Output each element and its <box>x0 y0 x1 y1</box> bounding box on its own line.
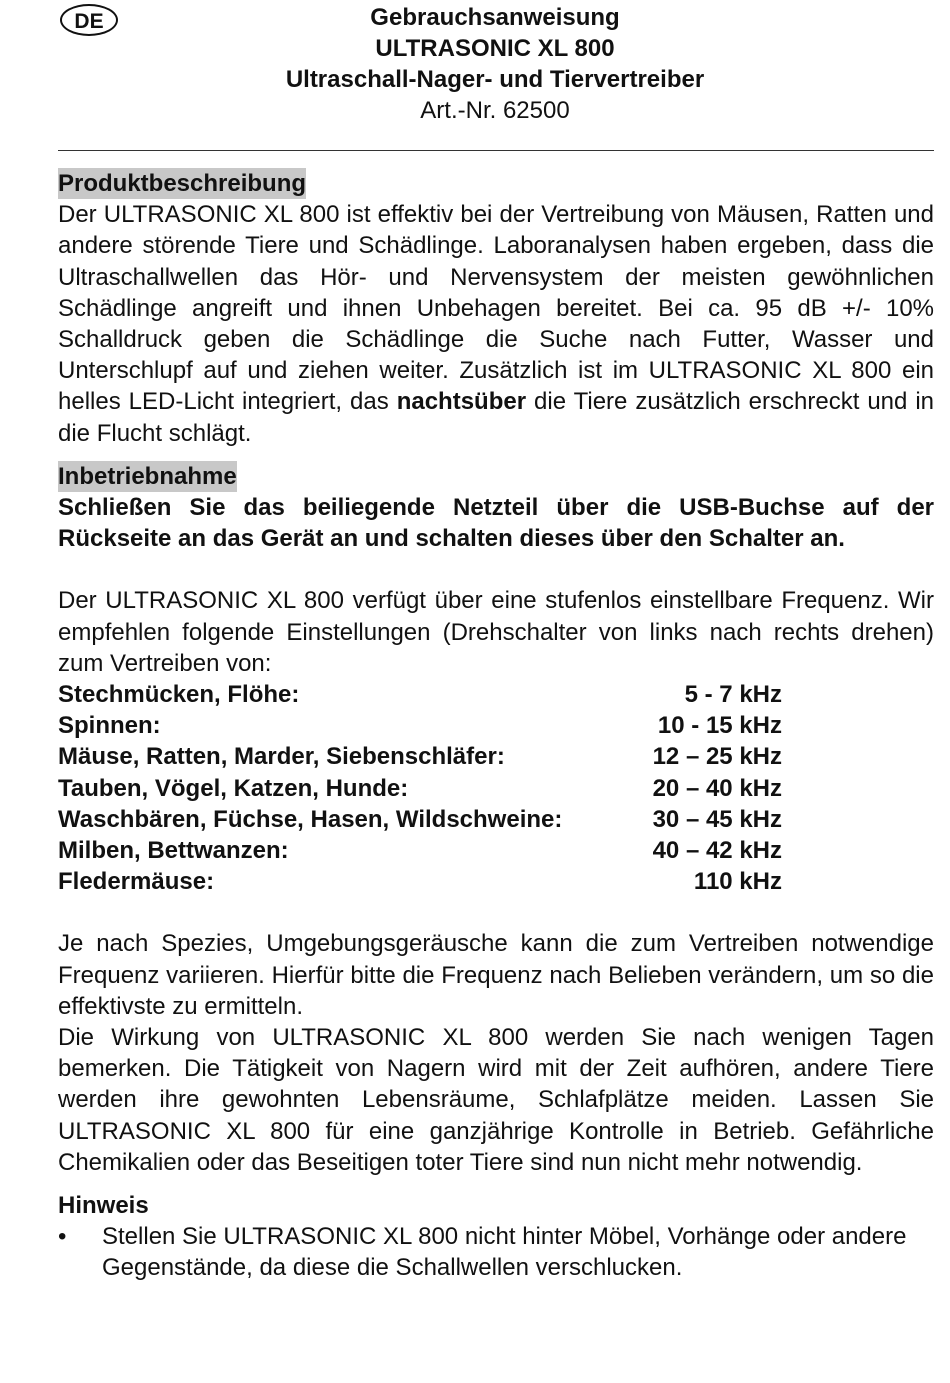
section-heading-hinweis: Hinweis <box>58 1191 149 1219</box>
effect-paragraph: Die Wirkung von ULTRASONIC XL 800 werden Sie nach wenigen Tagen bemerken. Die Tätigkeit von Nagern wird mit der Zeit aufhören, andere Tiere werden ihre gewohnten Lebensräume, Schlafplätze meiden. Lassen Sie ULTRASONIC XL 800 für eine ganzjährige Kontrolle in Betrieb. Gefährliche Chemikalien oder das Beseitigen toter Tiere sind nun nicht mehr notwendig. <box>58 1023 934 1176</box>
document-header <box>0 2 950 126</box>
frequency-row <box>58 804 934 835</box>
frequency-animal-label: Waschbären, Füchse, Hasen, Wildschweine: <box>58 805 563 833</box>
product-description-paragraph <box>58 199 934 449</box>
frequency-value: 12 – 25 kHz <box>652 743 782 771</box>
frequency-row <box>58 679 934 710</box>
frequency-animal-label: Spinnen: <box>58 712 161 740</box>
section-hinweis <box>58 1190 934 1284</box>
frequency-animal-label: Stechmücken, Flöhe: <box>58 681 300 709</box>
frequency-value: 10 - 15 kHz <box>657 712 782 740</box>
document-body <box>58 168 934 1284</box>
frequency-animal-label: Milben, Bettwanzen: <box>58 836 289 864</box>
section-produktbeschreibung <box>58 168 934 449</box>
setup-instruction: Schließen Sie das beiliegende Netzteil über die USB-Buchse auf der Rückseite an das Gerät an und schalten dieses über den Schalter an. <box>58 494 934 553</box>
description-text-end: die Tiere zusätzlich erschreckt und in die Flucht schlägt. <box>58 388 935 447</box>
section-heading-inbetriebnahme: Inbetriebnahme <box>58 461 237 492</box>
frequency-row <box>58 835 934 866</box>
section-heading-produktbeschreibung: Produktbeschreibung <box>58 168 306 199</box>
frequency-row <box>58 741 934 772</box>
frequency-value: 20 – 40 kHz <box>652 774 782 802</box>
frequency-value: 110 kHz <box>693 868 782 896</box>
header-title: Gebrauchsanweisung <box>370 4 620 31</box>
header-divider <box>58 150 934 151</box>
description-bold-word: nachtsüber <box>396 388 527 416</box>
list-item-text: Stellen Sie ULTRASONIC XL 800 nicht hinter Möbel, Vorhänge oder andere Gegenstände, da diese die Schallwellen verschlucken. <box>102 1223 907 1282</box>
frequency-value: 5 - 7 kHz <box>684 681 782 709</box>
frequency-row <box>58 866 934 897</box>
frequency-animal-label: Fledermäuse: <box>58 868 215 896</box>
frequency-intro-paragraph: Der ULTRASONIC XL 800 verfügt über eine stufenlos einstellbare Frequenz. Wir empfehlen folgende Einstellungen (Drehschalter von links nach rechts drehen) zum Vertreiben von: <box>58 587 934 677</box>
header-article-number: Art.-Nr. 62500 <box>420 97 570 124</box>
frequency-animal-label: Mäuse, Ratten, Marder, Siebenschläfer: <box>58 743 505 771</box>
bullet-icon: • <box>58 1223 67 1251</box>
section-inbetriebnahme <box>58 461 934 1178</box>
frequency-animal-label: Tauben, Vögel, Katzen, Hunde: <box>58 774 409 802</box>
frequency-table <box>58 679 934 897</box>
frequency-row <box>58 773 934 804</box>
header-subtitle: Ultraschall-Nager- und Tiervertreiber <box>285 66 705 93</box>
frequency-value: 40 – 42 kHz <box>652 836 782 864</box>
frequency-value: 30 – 45 kHz <box>652 805 782 833</box>
description-text-start: Der ULTRASONIC XL 800 ist effektiv bei der Vertreibung von Mäusen, Ratten und andere störende Tiere und Schädlinge. Laboranalysen haben ergeben, dass die Ultraschallwellen das Hör- und Nervensystem der meisten gewöhnlichen Schädlinge angreift und ihnen Unbehagen bereitet. Bei ca. 95 dB +/- 10% Schalldruck geben die Schädlinge die Suche nach Futter, Wasser und Unterschlupf auf und ziehen weiter. Zusätzlich ist im ULTRASONIC XL 800 ein helles LED-Licht integriert, das <box>58 201 934 416</box>
list-item <box>58 1221 934 1283</box>
header-product-name: ULTRASONIC XL 800 <box>375 35 615 62</box>
language-badge: DE <box>60 4 118 36</box>
frequency-row <box>58 710 934 741</box>
species-variation-paragraph: Je nach Spezies, Umgebungsgeräusche kann die zum Vertreiben notwendige Frequenz variieren. Hierfür bitte die Frequenz nach Belieben verändern, um so die effektivste zu ermitteln. <box>58 930 934 1020</box>
